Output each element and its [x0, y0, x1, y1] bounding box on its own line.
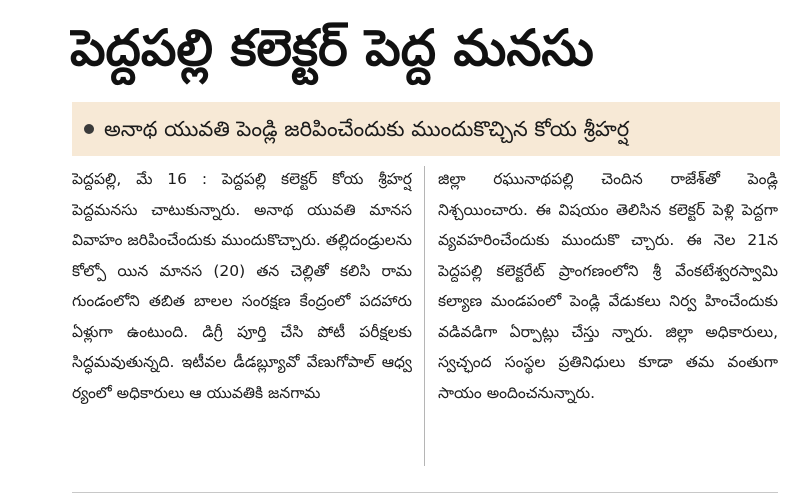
article-column-left: పెద్దపల్లి, మే 16 : పెద్దపల్లి కలెక్టర్ కోయ శ్రీహర్ష పెద్దమనసు చాటుకున్నారు. అనాథ యువతి మానస వివాహం జరిపించేందుకు ముందుకొచ్చారు. తల్లిదండ్రులను కోల్పో యిన మానస (20) తన చెల్లితో కలిసి రామ గుండంలోని తబిత బాలల సంరక్షణ కేంద్రంలో పదహారు ఏళ్లుగా ఉంటుంది. డిగ్రీ పూర్తి చేసి పోటీ పరీక్షలకు సిద్ధమవుతున్నది. ఇటీవల డీడబ్ల్యూవో వేణుగోపాల్ ఆధ్వ ర్యంలో అధికారులు ఆ యువతికి జనగామ [72, 170, 412, 402]
headline: పెద్దపల్లి కలెక్టర్ పెద్ద మనసు [70, 19, 594, 77]
subheading-band [72, 102, 780, 156]
subheading: అనాథ యువతి పెండ్లి జరిపించేందుకు ముందుకొచ్చిన కోయ శ్రీహర్ష [104, 117, 630, 141]
article-body [72, 164, 778, 476]
bottom-rule [72, 492, 778, 493]
column-divider [424, 166, 425, 466]
bullet-icon [84, 124, 94, 134]
article-column-right: జిల్లా రఘునాథపల్లి చెందిన రాజేశ్‌తో పెండ్లి నిశ్చయించారు. ఈ విషయం తెలిసిన కలెక్టర్ పెళ్లి పెద్దగా వ్యవహరించేందుకు ముందుకొ చ్చారు. ఈ నెల 21న పెద్దపల్లి కలెక్టరేట్ ప్రాంగణంలోని శ్రీ వేంకటేశ్వరస్వామి కల్యాణ మండపంలో పెండ్లి వేడుకలు నిర్వ హించేందుకు వడివడిగా ఏర్పాట్లు చేస్తు న్నారు. జిల్లా అధికారులు, స్వచ్ఛంద సంస్థల ప్రతినిధులు కూడా తమ వంతుగా సాయం అందించనున్నారు. [438, 170, 778, 402]
